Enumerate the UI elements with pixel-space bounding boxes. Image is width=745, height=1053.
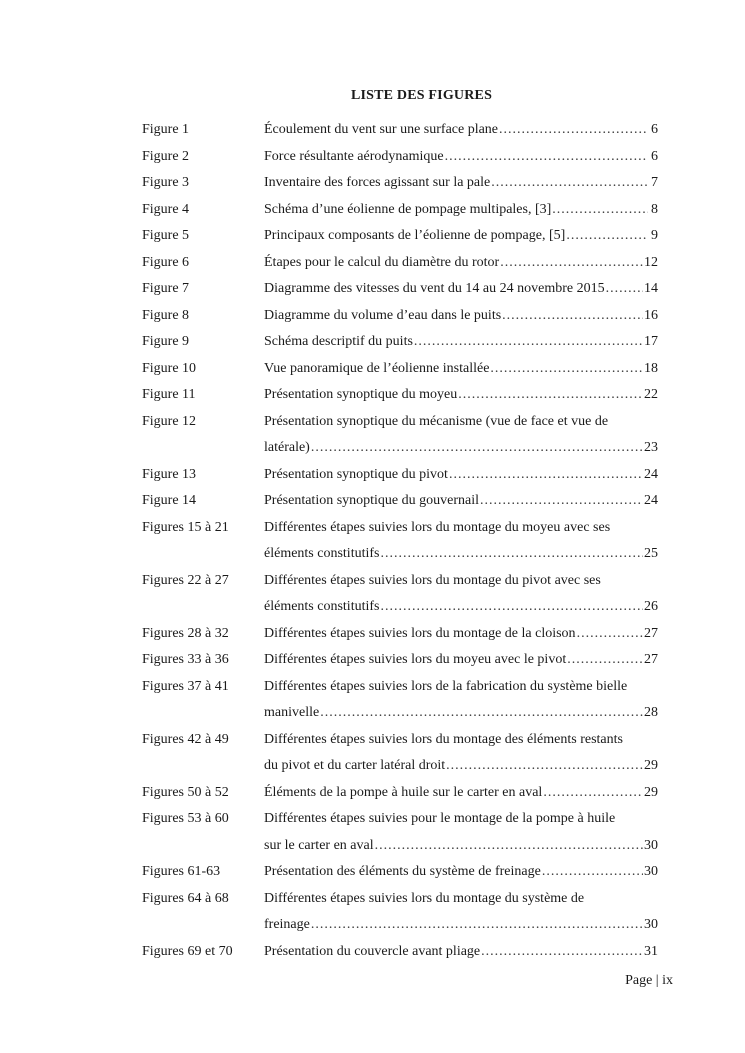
figure-label: Figure 6 [142, 254, 190, 270]
figure-page-number: 7 [651, 175, 658, 190]
figure-caption-text: freinage [264, 917, 310, 932]
figure-entry [142, 939, 658, 966]
figure-caption [264, 727, 658, 780]
figure-label: Figure 2 [142, 148, 190, 164]
figure-caption-text: Étapes pour le calcul du diamètre du rotor [264, 254, 500, 270]
figure-page-number: 14 [644, 281, 658, 296]
figure-entry [142, 356, 658, 383]
figure-caption [264, 621, 658, 648]
figure-caption-text: Schéma d’une éolienne de pompage multipales, [3] [264, 201, 552, 217]
figure-entry [142, 647, 658, 674]
figure-page-number: 24 [644, 466, 658, 482]
figure-caption-text: Présentation synoptique du gouvernail [264, 493, 480, 508]
figure-caption [264, 303, 658, 330]
figure-entry [142, 117, 658, 144]
figure-page-number: 29 [644, 758, 658, 773]
figure-caption [264, 939, 658, 966]
figure-caption [264, 144, 658, 171]
page-title: LISTE DES FIGURES [350, 88, 493, 103]
figure-page-number: 25 [644, 546, 658, 561]
dot-leader [502, 303, 643, 330]
dot-leader [567, 647, 643, 674]
figure-entry [142, 303, 658, 330]
figure-label: Figure 8 [142, 307, 190, 323]
figure-entry [142, 621, 658, 648]
figure-caption-text: du pivot et du carter latéral droit [264, 758, 446, 773]
figure-caption [264, 409, 658, 462]
dot-leader [490, 356, 643, 383]
figure-caption [264, 462, 658, 489]
figure-caption [264, 647, 658, 674]
figure-entry [142, 780, 658, 807]
figure-entry [142, 462, 658, 489]
figure-page-number: 8 [651, 201, 658, 217]
figure-caption-text: Diagramme du volume d’eau dans le puits [264, 307, 502, 323]
figure-caption-text: éléments constitutifs [264, 546, 380, 561]
dot-leader [414, 329, 643, 356]
footer-page-number: ix [662, 973, 673, 988]
figure-caption [264, 223, 658, 250]
figure-label: Figures 22 à 27 [142, 572, 229, 588]
dot-leader [380, 541, 643, 568]
figure-page-number: 6 [651, 148, 658, 164]
figure-page-number: 27 [644, 652, 658, 667]
figure-caption [264, 780, 658, 807]
figure-caption-text: Différentes étapes suivies lors du montage de la cloison [264, 625, 576, 641]
figure-entry [142, 859, 658, 886]
figure-entry [142, 170, 658, 197]
figure-label: Figures 50 à 52 [142, 784, 229, 800]
figure-page-number: 31 [644, 943, 658, 959]
figure-caption-text: Schéma descriptif du puits [264, 334, 413, 349]
figure-page-number: 23 [644, 440, 658, 455]
figure-page-number: 30 [644, 864, 658, 879]
figure-page-number: 27 [644, 625, 658, 641]
figure-label: Figure 14 [142, 493, 197, 508]
dot-leader [606, 276, 643, 303]
figure-entry [142, 806, 658, 859]
figure-caption-text: Principaux composants de l’éolienne de pompage, [5] [264, 228, 566, 243]
figure-caption [264, 250, 658, 277]
figure-entry [142, 886, 658, 939]
dot-leader [499, 117, 648, 144]
figure-label: Figures 53 à 60 [142, 811, 229, 826]
figure-list [142, 117, 658, 965]
page-footer [625, 973, 673, 989]
figure-label: Figures 33 à 36 [142, 652, 229, 667]
figure-label: Figure 7 [142, 281, 190, 296]
figure-entry [142, 250, 658, 277]
figure-label: Figure 12 [142, 413, 197, 429]
dot-leader [500, 250, 643, 277]
figure-caption-text: Force résultante aérodynamique [264, 148, 444, 164]
figure-caption-text: Différentes étapes suivies pour le montage de la pompe à huile [264, 811, 616, 826]
figure-caption [264, 859, 658, 886]
figure-entry [142, 382, 658, 409]
dot-leader [566, 223, 648, 250]
dot-leader [445, 144, 648, 171]
dot-leader [491, 170, 648, 197]
figure-caption-text: Différentes étapes suivies lors du montage du pivot avec ses [264, 572, 601, 588]
figure-entry [142, 515, 658, 568]
figure-caption-text: Présentation du couvercle avant pliage [264, 943, 481, 959]
figure-label: Figure 11 [142, 387, 196, 402]
figure-caption [264, 170, 658, 197]
figure-caption-text: Vue panoramique de l’éolienne installée [264, 360, 490, 376]
dot-leader [380, 594, 643, 621]
figure-entry [142, 329, 658, 356]
figure-caption-text: latérale) [264, 440, 310, 455]
figure-caption-text: Écoulement du vent sur une surface plane [264, 122, 499, 137]
figure-label: Figure 4 [142, 201, 190, 217]
figure-page-number: 18 [644, 360, 658, 376]
dot-leader [449, 462, 643, 489]
figure-entry [142, 674, 658, 727]
figure-entry [142, 276, 658, 303]
figure-page-number: 28 [644, 705, 658, 720]
figure-entry [142, 197, 658, 224]
figure-label: Figure 3 [142, 175, 190, 190]
figure-caption-text: Éléments de la pompe à huile sur le carter en aval [264, 784, 543, 800]
figure-caption [264, 806, 658, 859]
figure-caption-text: Diagramme des vitesses du vent du 14 au 24 novembre 2015 [264, 281, 605, 296]
dot-leader [446, 753, 643, 780]
figure-label: Figure 13 [142, 466, 197, 482]
figure-entry [142, 488, 658, 515]
figure-entry [142, 409, 658, 462]
figure-caption-text: Différentes étapes suivies lors du moyeu avec le pivot [264, 652, 567, 667]
figure-caption-text: Présentation des éléments du système de freinage [264, 864, 541, 879]
figure-label: Figures 61-63 [142, 864, 221, 879]
figure-label: Figures 42 à 49 [142, 731, 229, 747]
figure-caption-text: éléments constitutifs [264, 599, 380, 614]
figure-page-number: 29 [644, 784, 658, 800]
footer-prefix: Page [625, 973, 653, 988]
figure-caption-text: Inventaire des forces agissant sur la pale [264, 175, 491, 190]
figure-entry [142, 727, 658, 780]
figure-page-number: 30 [644, 837, 658, 853]
dot-leader [311, 912, 643, 939]
figure-caption-text: Différentes étapes suivies lors du montage du moyeu avec ses [264, 519, 611, 535]
figure-label: Figure 1 [142, 122, 190, 137]
dot-leader [543, 780, 643, 807]
figure-label: Figure 10 [142, 360, 197, 376]
figure-caption-text: Présentation synoptique du pivot [264, 466, 448, 482]
footer-separator: | [655, 973, 659, 988]
figure-caption [264, 117, 658, 144]
figure-caption-text: Différentes étapes suivies lors du montage du système de [264, 890, 585, 906]
figure-caption [264, 886, 658, 939]
figure-caption-text: Présentation synoptique du moyeu [264, 387, 458, 402]
figure-caption [264, 488, 658, 515]
figure-page-number: 22 [644, 387, 658, 402]
figure-caption [264, 356, 658, 383]
figure-page-number: 9 [651, 228, 658, 243]
figure-caption [264, 674, 658, 727]
figure-caption-text: sur le carter en aval [264, 837, 374, 853]
figure-caption-text: Présentation synoptique du mécanisme (vue de face et vue de [264, 413, 609, 429]
figure-caption [264, 197, 658, 224]
figure-label: Figures 28 à 32 [142, 625, 229, 641]
figure-page-number: 24 [644, 493, 658, 508]
figure-label: Figures 15 à 21 [142, 519, 229, 535]
figure-entry [142, 568, 658, 621]
figure-page-number: 30 [644, 917, 658, 932]
figure-page-number: 26 [644, 599, 658, 614]
dot-leader [577, 621, 643, 648]
figure-caption [264, 568, 658, 621]
dot-leader [481, 939, 643, 966]
dot-leader [320, 700, 643, 727]
figure-page-number: 16 [644, 307, 658, 323]
dot-leader [542, 859, 643, 886]
figure-page-number: 6 [651, 122, 658, 137]
figure-page-number: 12 [644, 254, 658, 270]
figure-label: Figure 9 [142, 334, 190, 349]
figure-label: Figures 69 et 70 [142, 943, 233, 959]
figure-caption [264, 515, 658, 568]
figure-label: Figure 5 [142, 228, 190, 243]
figure-caption [264, 329, 658, 356]
dot-leader [480, 488, 643, 515]
figure-page-number: 17 [644, 334, 658, 349]
figure-caption [264, 276, 658, 303]
figure-caption-text: Différentes étapes suivies lors du montage des éléments restants [264, 731, 623, 747]
figure-label: Figures 37 à 41 [142, 678, 229, 694]
dot-leader [458, 382, 643, 409]
figure-caption [264, 382, 658, 409]
figure-entry [142, 223, 658, 250]
figure-entry [142, 144, 658, 171]
dot-leader [375, 833, 643, 860]
figure-label: Figures 64 à 68 [142, 890, 229, 906]
figure-caption-text: manivelle [264, 705, 320, 720]
dot-leader [552, 197, 648, 224]
figure-caption-text: Différentes étapes suivies lors de la fabrication du système bielle [264, 678, 628, 694]
dot-leader [311, 435, 643, 462]
